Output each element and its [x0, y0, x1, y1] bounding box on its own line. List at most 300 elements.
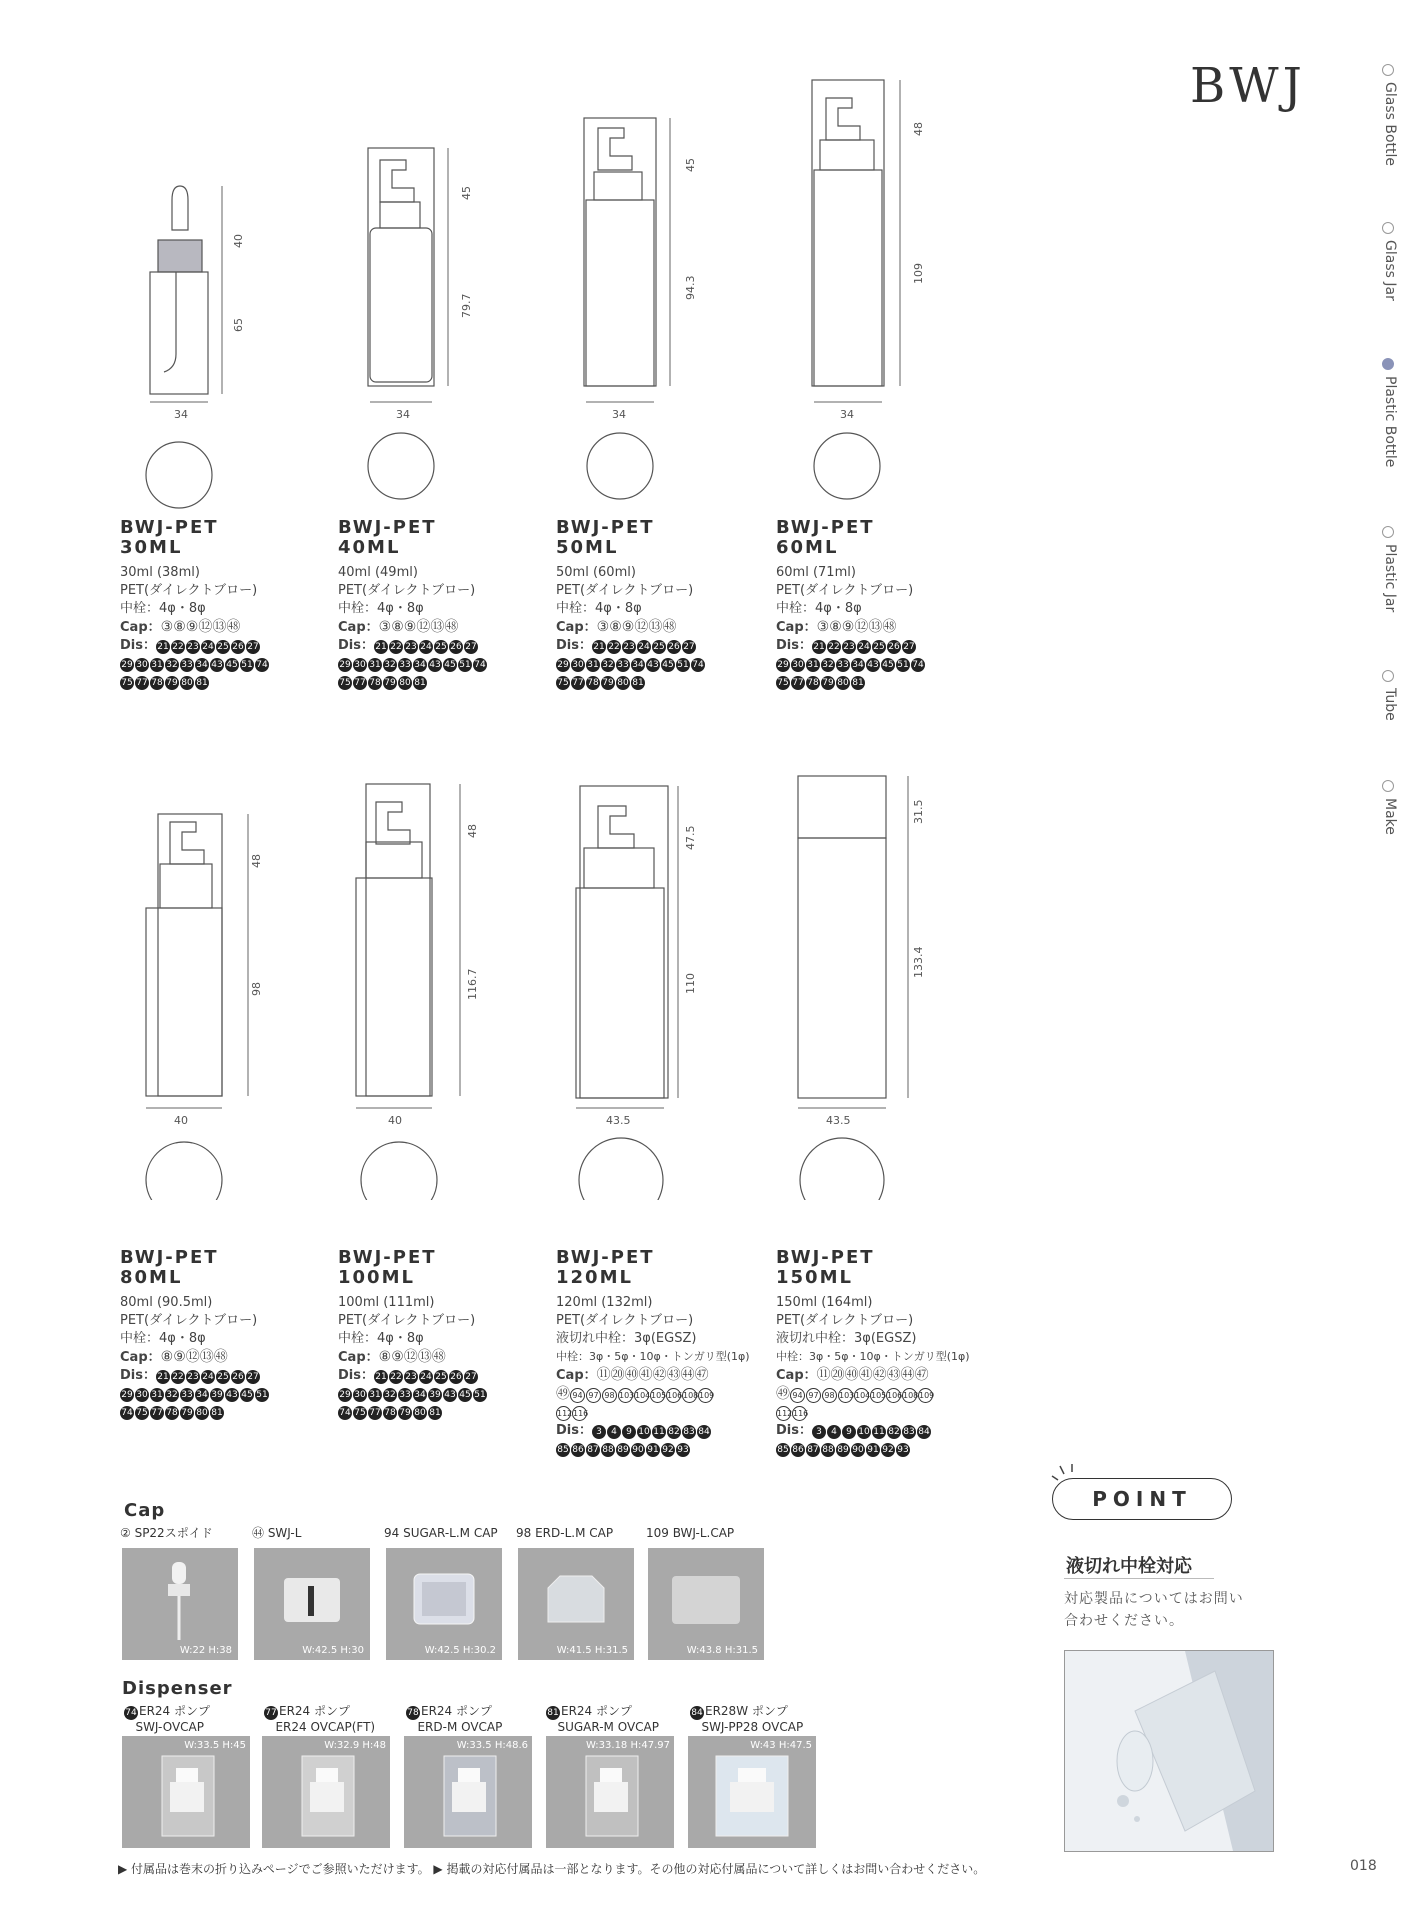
dispenser-number: 25: [653, 642, 665, 652]
dim-60ml-cap: 48: [912, 122, 925, 136]
dispenser-number: 39: [429, 1390, 441, 1400]
cap-item-label: ㊹ SWJ-L: [252, 1526, 302, 1540]
dis-list-label: Dis：: [338, 1368, 374, 1383]
product-bwj-pet-150ml: [776, 1248, 976, 1458]
dispenser-number: 51: [474, 1390, 486, 1400]
dispenser-number: 34: [852, 660, 864, 670]
spec-capacity: 50ml (60ml): [556, 565, 636, 580]
dispenser-name: ER24 ポンプ: [421, 1704, 493, 1718]
dispenser-number: 24: [202, 642, 214, 652]
cap-number: ⑨: [185, 619, 199, 635]
cap-number: ⑪: [816, 1367, 831, 1383]
product-bwj-pet-60ml: [776, 518, 976, 691]
dispenser-number: 32: [384, 660, 396, 670]
dispenser-item-image: [262, 1736, 390, 1848]
cap-item-label: 109 BWJ-L.CAP: [646, 1526, 735, 1540]
dispenser-number: 45: [444, 660, 456, 670]
cap-list-label: Cap：: [776, 620, 817, 635]
spec-cap-list: [556, 618, 756, 637]
product-name-line1: BWJ-PET: [120, 517, 219, 538]
cap-number: 103: [618, 1388, 633, 1403]
dispenser-number: 10: [638, 1427, 650, 1437]
dispenser-number: 39: [211, 1390, 223, 1400]
bottle-60ml-top-view: [814, 433, 880, 499]
cap-number: ⑧: [609, 619, 622, 635]
cap-number: ⑨: [403, 619, 417, 635]
dispenser-item-image: [122, 1736, 250, 1848]
dispenser-number: 80: [181, 678, 193, 688]
dispenser-number: 77: [369, 1408, 381, 1418]
cap-number: 97: [806, 1388, 821, 1403]
dispenser-number: 78: [151, 678, 163, 688]
dim-150ml-width: 43.5: [826, 1114, 851, 1127]
dispenser-number: 11: [873, 1427, 885, 1437]
spec-drip-plug: 液切れ中栓：3φ(EGSZ): [776, 1331, 917, 1346]
tab-plastic-jar[interactable]: [1376, 526, 1402, 646]
cap-list-label: Cap：: [556, 620, 597, 635]
dispenser-number: 75: [557, 678, 569, 688]
spec-cap-list: [776, 1366, 936, 1422]
dispenser-number: 10: [858, 1427, 870, 1437]
product-name: [338, 1248, 538, 1288]
dispenser-number: 80: [837, 678, 849, 688]
dispenser-number: 45: [882, 660, 894, 670]
dispenser-number: 23: [405, 1372, 417, 1382]
cap-list-label: Cap：: [776, 1368, 817, 1383]
dispenser-number: 79: [822, 678, 834, 688]
dim-30ml-cap: 40: [232, 234, 245, 248]
cap-number: ㊵: [624, 1367, 639, 1383]
dispenser-item-label: [546, 1704, 659, 1735]
dis-list-label: Dis：: [556, 1423, 592, 1438]
dispenser-number: 92: [662, 1445, 674, 1455]
page-number: 018: [1350, 1858, 1377, 1874]
dispenser-item-size: W:33.5 H:48.6: [456, 1740, 528, 1751]
cap-number: ⑬: [199, 1349, 214, 1365]
product-specs: [776, 564, 976, 691]
point-title: 液切れ中栓対応: [1066, 1556, 1192, 1577]
cap-icon: [386, 1548, 502, 1660]
cap-list-label: Cap：: [556, 1368, 597, 1383]
spec-plug: 中栓：4φ・8φ: [120, 601, 206, 616]
dispenser-number: 27: [247, 1372, 259, 1382]
tab-label: Glass Bottle: [1382, 82, 1398, 167]
cap-number: ③: [596, 619, 610, 635]
dispenser-number: 91: [867, 1445, 879, 1455]
product-bwj-pet-50ml: [556, 518, 756, 691]
cap-number: 104: [634, 1388, 649, 1403]
product-name-line1: BWJ-PET: [338, 517, 437, 538]
dispenser-number: 34: [414, 660, 426, 670]
cap-number: ⑳: [830, 1367, 845, 1383]
dispenser-item-label: [690, 1704, 803, 1735]
spec-capacity: 100ml (111ml): [338, 1295, 435, 1310]
spec-capacity: 120ml (132ml): [556, 1295, 653, 1310]
dispenser-item-image: [688, 1736, 816, 1848]
dispenser-number: 80: [399, 678, 411, 688]
cap-number: ⑫: [403, 1349, 418, 1365]
dispenser-number: 31: [369, 1390, 381, 1400]
dispenser-number: 87: [807, 1445, 819, 1455]
cap-list-label: Cap：: [120, 620, 161, 635]
dispenser-number: 26: [450, 1372, 462, 1382]
spec-dis-list: [776, 637, 926, 691]
dispenser-number: 33: [181, 660, 193, 670]
cap-number: ㊶: [858, 1367, 873, 1383]
dispenser-section-title: Dispenser: [122, 1678, 233, 1699]
cap-number: 98: [602, 1388, 617, 1403]
cap-item-image: [122, 1548, 238, 1660]
cap-number: ⑧: [173, 619, 186, 635]
cap-item-image: [648, 1548, 764, 1660]
dispenser-number: 86: [572, 1445, 584, 1455]
dispenser-number: 27: [903, 642, 915, 652]
dispenser-number: 30: [572, 660, 584, 670]
cap-number: 105: [650, 1388, 665, 1403]
dispenser-number: 74: [474, 660, 486, 670]
dispenser-number: 84: [918, 1427, 930, 1437]
dispenser-number: 30: [354, 660, 366, 670]
tab-dot-icon: [1382, 780, 1394, 792]
dispenser-number: 92: [882, 1445, 894, 1455]
cap-numbers: [379, 1350, 446, 1365]
cap-number: 116: [792, 1406, 807, 1421]
dispenser-number: 29: [121, 660, 133, 670]
dispenser-number: 26: [450, 642, 462, 652]
dispenser-number: 24: [420, 1372, 432, 1382]
product-specs: [556, 1294, 756, 1458]
dispenser-number: 23: [623, 642, 635, 652]
tab-glass-bottle[interactable]: [1376, 64, 1402, 184]
dispenser-number: 32: [166, 1390, 178, 1400]
product-bwj-pet-100ml: [338, 1248, 538, 1421]
cap-number: ③: [816, 619, 830, 635]
dispenser-number: 75: [777, 678, 789, 688]
dispenser-number: 31: [369, 660, 381, 670]
tab-tube[interactable]: [1376, 670, 1402, 790]
cap-item-label: 94 SUGAR-L.M CAP: [384, 1526, 498, 1540]
dispenser-number: 21: [593, 642, 605, 652]
dispenser-number: 45: [459, 1390, 471, 1400]
dispenser-number: 84: [698, 1427, 710, 1437]
product-name-line1: BWJ-PET: [556, 517, 655, 538]
cap-number: ㊽: [444, 619, 459, 635]
product-specs: [338, 1294, 538, 1421]
dispenser-number: 43: [444, 1390, 456, 1400]
dispenser-number: 29: [557, 660, 569, 670]
bottle-80ml-drawing: [146, 814, 222, 1096]
dispenser-number: 84: [691, 1708, 703, 1718]
cap-number: ⑨: [841, 619, 855, 635]
dispenser-number: 31: [151, 660, 163, 670]
dispenser-number: 93: [897, 1445, 909, 1455]
cap-number: ㊽: [431, 1349, 446, 1365]
spec-dis-list: [776, 1422, 936, 1458]
dispenser-number: 43: [211, 660, 223, 670]
dispenser-number: 24: [420, 642, 432, 652]
dispenser-number: 79: [384, 678, 396, 688]
dispenser-number: 81: [196, 678, 208, 688]
dim-50ml-body: 94.3: [684, 275, 697, 300]
tab-make[interactable]: [1376, 780, 1402, 900]
dispenser-number: 23: [187, 642, 199, 652]
dispenser-number: 24: [202, 1372, 214, 1382]
dim-40ml-cap: 45: [460, 186, 473, 200]
brand-title: BWJ: [1190, 58, 1306, 114]
product-specs: [338, 564, 538, 691]
cap-number: 106: [666, 1388, 681, 1403]
dispenser-name: ER24 ポンプ: [561, 1704, 633, 1718]
cap-number: ⑧: [829, 619, 842, 635]
bottle-60ml-drawing: [812, 80, 884, 386]
dispenser-number: 86: [792, 1445, 804, 1455]
spec-material: PET(ダイレクトブロー): [338, 1313, 476, 1328]
dispenser-number: 32: [822, 660, 834, 670]
dispenser-item-size: W:33.5 H:45: [184, 1740, 246, 1751]
dim-30ml-width: 34: [174, 408, 188, 421]
dispenser-number: 21: [375, 1372, 387, 1382]
dispenser-number: 88: [602, 1445, 614, 1455]
dispenser-number: 33: [181, 1390, 193, 1400]
cap-number: 108: [902, 1388, 917, 1403]
dispenser-number: 81: [414, 678, 426, 688]
tab-plastic-bottle[interactable]: [1376, 358, 1402, 478]
bottle-120ml-drawing: [576, 786, 668, 1098]
product-name-line2: 100ML: [338, 1267, 415, 1288]
dispenser-cap-name: ERD-M OVCAP: [417, 1720, 503, 1734]
product-name: [776, 518, 976, 558]
cap-item-label: ② SP22スポイド: [120, 1526, 213, 1540]
cap-number: ⑧: [160, 1349, 174, 1365]
spec-dis-list: [120, 1367, 270, 1421]
dispenser-item-label: [406, 1704, 502, 1735]
product-name-line2: 80ML: [120, 1267, 183, 1288]
dim-100ml-cap: 48: [466, 824, 479, 838]
cap-number: 109: [918, 1388, 933, 1403]
dispenser-number: 45: [662, 660, 674, 670]
dispenser-number: 78: [407, 1708, 419, 1718]
footer-note: ▶ 付属品は巻末の折り込みページでご参照いただけます。 ▶ 掲載の対応付属品は一部となります。その他の対応付属品について詳しくはお問い合わせください。: [118, 1862, 986, 1876]
cap-number: ⑬: [212, 619, 227, 635]
dim-100ml-width: 40: [388, 1114, 402, 1127]
dispenser-number: 78: [166, 1408, 178, 1418]
dispenser-number: 30: [136, 1390, 148, 1400]
drip-plug-photo-icon: [1065, 1651, 1273, 1851]
product-bwj-pet-40ml: [338, 518, 538, 691]
product-bwj-pet-80ml: [120, 1248, 320, 1421]
dispenser-number: 82: [888, 1427, 900, 1437]
product-name: [120, 518, 320, 558]
dispenser-number: 81: [852, 678, 864, 688]
tab-glass-jar[interactable]: [1376, 222, 1402, 342]
product-name-line1: BWJ-PET: [120, 1247, 219, 1268]
dispenser-name: ER24 ポンプ: [139, 1704, 211, 1718]
dispenser-number: 78: [384, 1408, 396, 1418]
cap-number: ⑫: [854, 619, 869, 635]
bottle-30ml-top-view: [146, 442, 212, 508]
dim-150ml-cap: 31.5: [912, 799, 925, 824]
cap-number: ⑫: [634, 619, 649, 635]
dispenser-number: 51: [241, 660, 253, 670]
point-badge: POINT: [1052, 1478, 1232, 1520]
dispenser-number: 77: [265, 1708, 277, 1718]
cap-numbers: [379, 620, 459, 635]
dispenser-number: 79: [399, 1408, 411, 1418]
dispenser-item-image: [546, 1736, 674, 1848]
product-name-line2: 50ML: [556, 537, 619, 558]
dispenser-number: 4: [827, 1425, 841, 1439]
dispenser-number: 30: [354, 1390, 366, 1400]
dispenser-number: 22: [172, 642, 184, 652]
dispenser-number: 75: [339, 678, 351, 688]
cap-number: ⑬: [430, 619, 445, 635]
cap-number: ㊷: [872, 1367, 887, 1383]
tab-dot-icon: [1382, 222, 1394, 234]
cap-icon: [518, 1548, 634, 1660]
spec-cap-list: [556, 1366, 716, 1422]
dispenser-number: 51: [677, 660, 689, 670]
dispenser-number: 79: [166, 678, 178, 688]
dispenser-number: 90: [632, 1445, 644, 1455]
bottle-80ml-top-view: [146, 1142, 222, 1200]
cap-number: 104: [854, 1388, 869, 1403]
dis-list-label: Dis：: [556, 638, 592, 653]
cap-number: 116: [572, 1406, 587, 1421]
bottle-100ml-top-view: [361, 1142, 437, 1200]
spec-cap-list: [338, 1348, 538, 1367]
dispenser-number: 33: [399, 660, 411, 670]
dispenser-number: 27: [465, 642, 477, 652]
pump-icon: [122, 1736, 250, 1848]
pump-icon: [404, 1736, 532, 1848]
dispenser-number: 34: [632, 660, 644, 670]
dispenser-number: 74: [256, 660, 268, 670]
dispenser-item-size: W:43 H:47.5: [750, 1740, 812, 1751]
dispenser-number: 81: [211, 1408, 223, 1418]
dispenser-number: 25: [217, 642, 229, 652]
cap-number: 108: [682, 1388, 697, 1403]
dispenser-number: 79: [181, 1408, 193, 1418]
dispenser-number: 30: [136, 660, 148, 670]
cap-item-size: W:41.5 H:31.5: [556, 1645, 628, 1656]
pump-icon: [262, 1736, 390, 1848]
dim-80ml-body: 98: [250, 982, 263, 996]
cap-number: ⑧: [378, 1349, 392, 1365]
dispenser-number: 45: [241, 1390, 253, 1400]
tab-label: Plastic Bottle: [1382, 376, 1398, 468]
spec-drip-plug: 液切れ中栓：3φ(EGSZ): [556, 1331, 697, 1346]
dispenser-number: 89: [617, 1445, 629, 1455]
spec-dis-list: [556, 637, 706, 691]
cap-number: ⑫: [198, 619, 213, 635]
product-name-line2: 40ML: [338, 537, 401, 558]
product-specs: [556, 564, 756, 691]
dispenser-number: 83: [903, 1427, 915, 1437]
dis-list-label: Dis：: [776, 1423, 812, 1438]
dispenser-number: 80: [414, 1408, 426, 1418]
dispenser-item-label: [124, 1704, 210, 1735]
bottle-40ml-top-view: [368, 433, 434, 499]
dispenser-number: 91: [647, 1445, 659, 1455]
dispenser-number: 77: [151, 1408, 163, 1418]
dispenser-number: 78: [807, 678, 819, 688]
dim-150ml-body: 133.4: [912, 946, 925, 978]
bottle-120ml-top-view: [579, 1138, 663, 1200]
dispenser-number: 26: [888, 642, 900, 652]
cap-number: ㊹: [900, 1367, 915, 1383]
cap-number: ⑫: [185, 1349, 200, 1365]
dispenser-number: 85: [777, 1445, 789, 1455]
dispenser-cap-name: SUGAR-M OVCAP: [557, 1720, 659, 1734]
spec-plug: 中栓：4φ・8φ: [556, 601, 642, 616]
point-text-line2: 合わせください。: [1064, 1613, 1184, 1629]
dispenser-number: 43: [647, 660, 659, 670]
product-name-line1: BWJ-PET: [776, 1247, 875, 1268]
dispenser-number: 75: [354, 1408, 366, 1418]
spec-material: PET(ダイレクトブロー): [776, 583, 914, 598]
bottle-150ml-drawing: [798, 776, 886, 1098]
tab-dot-icon: [1382, 64, 1394, 76]
cap-number: ⑳: [610, 1367, 625, 1383]
cap-list-label: Cap：: [338, 620, 379, 635]
dispenser-number: 25: [435, 642, 447, 652]
cap-number: 94: [790, 1388, 805, 1403]
product-bwj-pet-30ml: [120, 518, 320, 691]
dis-list-label: Dis：: [776, 638, 812, 653]
dispenser-number: 27: [465, 1372, 477, 1382]
spec-capacity: 150ml (164ml): [776, 1295, 873, 1310]
cap-item-image: [518, 1548, 634, 1660]
cap-list-label: Cap：: [338, 1350, 379, 1365]
dispenser-number: 3: [812, 1425, 826, 1439]
product-specs: [120, 564, 320, 691]
dim-80ml-cap: 48: [250, 854, 263, 868]
dispenser-number: 74: [339, 1408, 351, 1418]
dispenser-number: 22: [390, 642, 402, 652]
dim-120ml-body: 110: [684, 973, 697, 994]
dispenser-number: 79: [602, 678, 614, 688]
dim-80ml-width: 40: [174, 1114, 188, 1127]
cap-number: 94: [570, 1388, 585, 1403]
dispenser-cap-name: SWJ-PP28 OVCAP: [701, 1720, 804, 1734]
spec-plug: 中栓：3φ・5φ・10φ・トンガリ型(1φ): [776, 1350, 970, 1363]
dim-100ml-body: 116.7: [466, 968, 479, 1000]
dispenser-number: 88: [822, 1445, 834, 1455]
dropper-icon: [122, 1548, 238, 1660]
cap-number: ⑬: [417, 1349, 432, 1365]
point-photo: [1064, 1650, 1274, 1852]
dim-40ml-body: 79.7: [460, 293, 473, 318]
spec-cap-list: [120, 618, 320, 637]
spec-plug: 中栓：4φ・8φ: [338, 601, 424, 616]
tab-label: Glass Jar: [1382, 240, 1398, 301]
cap-number: ⑨: [173, 1349, 186, 1365]
dispenser-number: 33: [399, 1390, 411, 1400]
dispenser-number: 74: [121, 1408, 133, 1418]
product-name: [556, 1248, 756, 1288]
dispenser-number: 3: [592, 1425, 606, 1439]
spec-capacity: 60ml (71ml): [776, 565, 856, 580]
dispenser-number: 33: [837, 660, 849, 670]
point-text: [1064, 1588, 1244, 1632]
cap-item-size: W:43.8 H:31.5: [686, 1645, 758, 1656]
cap-item-image: [386, 1548, 502, 1660]
dim-30ml-body: 65: [232, 318, 245, 332]
spec-plug: 中栓：4φ・8φ: [338, 1331, 424, 1346]
spec-plug: 中栓：4φ・8φ: [120, 1331, 206, 1346]
dispenser-number: 32: [384, 1390, 396, 1400]
point-divider: [1064, 1578, 1214, 1579]
